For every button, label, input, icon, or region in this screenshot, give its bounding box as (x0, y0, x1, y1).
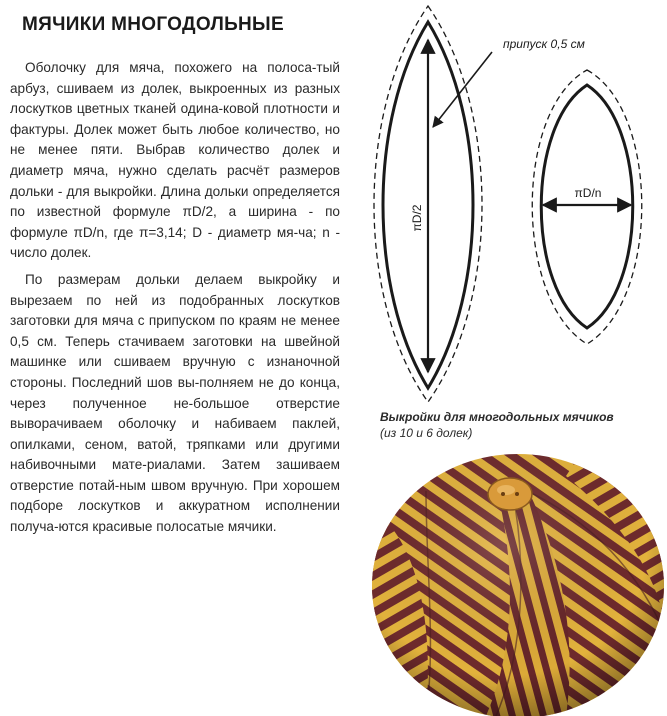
wide-segment-outline (541, 85, 633, 328)
wide-segment-pattern (532, 70, 642, 344)
article-title: МЯЧИКИ МНОГОДОЛЬНЫЕ (22, 14, 284, 35)
long-piece-label: πD/2 (410, 204, 424, 232)
ball-button (488, 478, 532, 510)
caption-subtitle: (из 10 и 6 долек) (380, 426, 473, 440)
wide-segment-allowance-line (532, 70, 642, 344)
caption-title: Выкройки для многодольных мячиков (380, 410, 614, 424)
paragraph-2: По размерам дольки делаем выкройку и вырезаем по ней из подобранных лоскутков заготовки для мяча с припуском по краям не менее 0,5 см. Теперь стачиваем заготовки на швейной машинке или сшиваем вручную с изнаночной стороны. Последний шов вы-полняем не до конца, через полученное не-большое отверстие выворачиваем оболочку и набиваем паклей, опилками, сеном, ватой, тряпками или другими набивочными мате-риалами. Затем зашиваем отверстие потай-ным швом вручную. При хорошем подборе лоскутков и аккуратном исполнении получа-ются красивые полосатые мячики. (10, 271, 340, 535)
diagram-caption (380, 409, 650, 441)
striped-ball-photo (366, 446, 667, 716)
paragraph-1: Оболочку для мяча, похожего на полоса-тый арбуз, сшиваем из долек, выкроенных из разных лоскутков цветных тканей одина-ковой плотности и фактуры. Долек может быть любое количество, но не менее пяти. Выбрав количество долек и диаметр мяча, нужно сделать расчёт размеров дольки - для выкройки. Длина дольки определяется по известной формуле πD/2, а ширина - по формуле πD/n, где π=3,14; D - диаметр мя-ча; n - число долек. (10, 60, 340, 261)
long-segment-pattern (374, 6, 482, 402)
allowance-label: припуск 0,5 см (503, 37, 585, 51)
wide-piece-label: πD/n (574, 186, 602, 200)
